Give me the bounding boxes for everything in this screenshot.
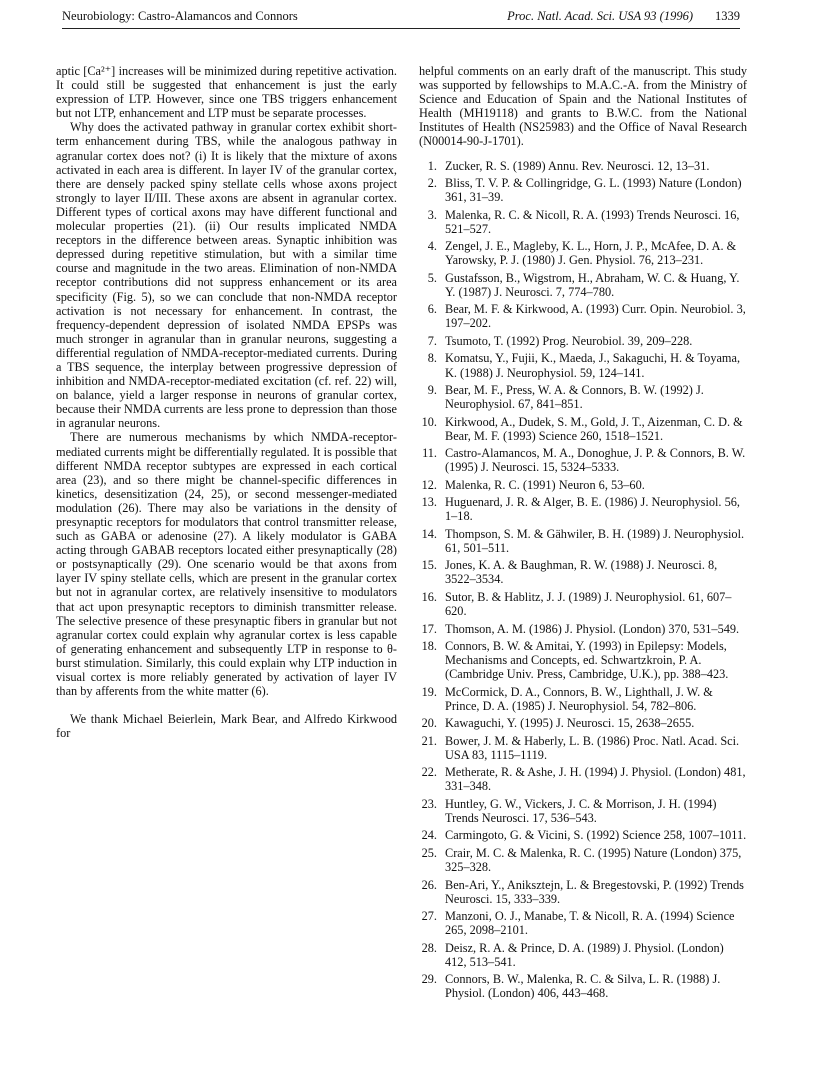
reference-item bbox=[419, 716, 747, 730]
reference-number: 21. bbox=[421, 733, 437, 748]
running-header-left: Neurobiology: Castro-Alamancos and Connors bbox=[62, 9, 298, 23]
reference-item bbox=[419, 909, 747, 937]
reference-item bbox=[419, 590, 747, 618]
reference-text: Bear, M. F., Press, W. A. & Connors, B. W. (1992) J. Neurophysiol. 67, 841–851. bbox=[445, 383, 704, 412]
reference-number: 20. bbox=[421, 716, 437, 731]
right-column bbox=[419, 64, 747, 1004]
reference-text: McCormick, D. A., Connors, B. W., Lighthall, J. W. & Prince, D. A. (1985) J. Neurophysiol. 54, 782–806. bbox=[445, 684, 713, 713]
reference-item bbox=[419, 734, 747, 762]
reference-number: 5. bbox=[427, 270, 437, 285]
running-header bbox=[62, 9, 740, 25]
reference-item bbox=[419, 639, 747, 681]
reference-number: 18. bbox=[421, 639, 437, 654]
reference-text: Carmingoto, G. & Vicini, S. (1992) Science 258, 1007–1011. bbox=[445, 828, 747, 843]
reference-number: 19. bbox=[421, 684, 437, 699]
reference-item bbox=[419, 176, 747, 204]
reference-text: Malenka, R. C. (1991) Neuron 6, 53–60. bbox=[445, 477, 645, 492]
reference-text: Manzoni, O. J., Manabe, T. & Nicoll, R. A. (1994) Science 265, 2098–2101. bbox=[445, 909, 735, 938]
reference-text: Komatsu, Y., Fujii, K., Maeda, J., Sakaguchi, H. & Toyama, K. (1988) J. Neurophysiol. 59, 124–141. bbox=[445, 351, 741, 380]
reference-number: 17. bbox=[421, 621, 437, 636]
reference-number: 1. bbox=[427, 158, 437, 173]
reference-item bbox=[419, 383, 747, 411]
header-rule bbox=[62, 28, 740, 29]
page-number: 1339 bbox=[715, 9, 740, 23]
reference-item bbox=[419, 239, 747, 267]
reference-item bbox=[419, 495, 747, 523]
reference-text: Sutor, B. & Hablitz, J. J. (1989) J. Neurophysiol. 61, 607–620. bbox=[445, 589, 732, 619]
reference-item bbox=[419, 972, 747, 1000]
reference-text: Deisz, R. A. & Prince, D. A. (1989) J. Physiol. (London) 412, 513–541. bbox=[445, 940, 724, 969]
reference-item bbox=[419, 351, 747, 379]
reference-number: 13. bbox=[421, 495, 437, 510]
reference-text: Kirkwood, A., Dudek, S. M., Gold, J. T., Aizenman, C. D. & Bear, M. F. (1993) Science 260, 1518–1521. bbox=[445, 414, 743, 443]
reference-text: Bliss, T. V. P. & Collingridge, G. L. (1993) Nature (London) 361, 31–39. bbox=[445, 176, 742, 205]
reference-number: 3. bbox=[427, 207, 437, 222]
reference-text: Gustafsson, B., Wigstrom, H., Abraham, W. C. & Huang, Y. Y. (1987) J. Neurosci. 7, 774–780. bbox=[445, 270, 740, 299]
reference-text: Metherate, R. & Ashe, J. H. (1994) J. Physiol. (London) 481, 331–348. bbox=[445, 765, 746, 794]
reference-text: Zucker, R. S. (1989) Annu. Rev. Neurosci. 12, 13–31. bbox=[445, 158, 710, 173]
left-column bbox=[56, 64, 397, 740]
reference-text: Tsumoto, T. (1992) Prog. Neurobiol. 39, 209–228. bbox=[445, 333, 693, 348]
reference-item bbox=[419, 208, 747, 236]
reference-number: 12. bbox=[421, 477, 437, 492]
reference-number: 15. bbox=[421, 558, 437, 573]
reference-text: Connors, B. W. & Amitai, Y. (1993) in Epilepsy: Models, Mechanisms and Concepts, ed. Schwartzkroin, P. A. (Cambridge Univ. Press, Cambridge, U.K.), pp. 388–423. bbox=[445, 639, 729, 682]
reference-item bbox=[419, 797, 747, 825]
reference-number: 6. bbox=[427, 302, 437, 317]
reference-item bbox=[419, 271, 747, 299]
reference-item bbox=[419, 765, 747, 793]
reference-item bbox=[419, 941, 747, 969]
reference-number: 28. bbox=[421, 940, 437, 955]
reference-number: 22. bbox=[421, 765, 437, 780]
reference-number: 9. bbox=[427, 383, 437, 397]
reference-number: 11. bbox=[422, 446, 437, 461]
reference-number: 8. bbox=[427, 351, 437, 366]
reference-item bbox=[419, 685, 747, 713]
running-header-right bbox=[507, 9, 740, 24]
reference-item bbox=[419, 478, 747, 492]
reference-number: 25. bbox=[421, 845, 437, 860]
reference-number: 4. bbox=[427, 239, 437, 254]
reference-item bbox=[419, 622, 747, 636]
reference-text: Jones, K. A. & Baughman, R. W. (1988) J. Neurosci. 8, 3522–3534. bbox=[445, 558, 718, 587]
reference-number: 27. bbox=[421, 909, 437, 924]
reference-text: Huguenard, J. R. & Alger, B. E. (1986) J. Neurophysiol. 56, 1–18. bbox=[445, 495, 740, 524]
reference-item bbox=[419, 527, 747, 555]
body-paragraph: There are numerous mechanisms by which NMDA-receptor-mediated currents might be differentially regulated. It is possible that different NMDA receptor subtypes are expressed in each cortical area (23), and so there might be channel-specific differences in kinetics, desensitization (24, 25), or second messenger-mediated modulation (26). There may also be variations in the density of presynaptic receptors for modulators that control transmitter release, such as GABA or adenosine (27). A likely modulator is GABA acting through GABAB receptors located either presynaptically (28) or postsynaptically (29). One scenario would be that axons from layer IV spiny stellate cells, which are present in the granular cortex but not in agranular cortex, are relatively insensitive to modulators that act upon presynaptic receptors to diminish transmitter release. The selective presence of these presynaptic fibers in granular but not agranular cortex could explain why agranular cortex is less capable of generating enhancement and subsequently LTP in response to θ-burst stimulation. Similarly, this could explain why LTP induction in visual cortex is more reliably generated by activation of layer IV than by afferents from the white matter (6). bbox=[56, 430, 397, 699]
reference-text: Bear, M. F. & Kirkwood, A. (1993) Curr. Opin. Neurobiol. 3, 197–202. bbox=[445, 302, 746, 331]
reference-item bbox=[419, 415, 747, 443]
reference-text: Connors, B. W., Malenka, R. C. & Silva, L. R. (1988) J. Physiol. (London) 406, 443–468. bbox=[445, 972, 721, 1001]
reference-item bbox=[419, 558, 747, 586]
reference-item bbox=[419, 446, 747, 474]
reference-number: 2. bbox=[427, 176, 437, 191]
reference-number: 7. bbox=[427, 333, 437, 348]
reference-number: 16. bbox=[421, 589, 437, 604]
reference-text: Huntley, G. W., Vickers, J. C. & Morrison, J. H. (1994) Trends Neurosci. 17, 536–543. bbox=[445, 796, 717, 825]
reference-text: Crair, M. C. & Malenka, R. C. (1995) Nature (London) 375, 325–328. bbox=[445, 845, 742, 875]
reference-item bbox=[419, 878, 747, 906]
reference-number: 23. bbox=[421, 796, 437, 811]
reference-item bbox=[419, 302, 747, 330]
reference-text: Zengel, J. E., Magleby, K. L., Horn, J. P., McAfee, D. A. & Yarowsky, P. J. (1980) J. Gen. Physiol. 76, 213–231. bbox=[445, 239, 737, 268]
reference-text: Ben-Ari, Y., Aniksztejn, L. & Bregestovski, P. (1992) Trends Neurosci. 15, 333–339. bbox=[445, 877, 744, 906]
reference-number: 24. bbox=[421, 828, 437, 843]
reference-number: 29. bbox=[421, 972, 437, 987]
reference-item bbox=[419, 334, 747, 348]
reference-item bbox=[419, 846, 747, 874]
reference-text: Bower, J. M. & Haberly, L. B. (1986) Proc. Natl. Acad. Sci. USA 83, 1115–1119. bbox=[445, 733, 740, 762]
reference-text: Malenka, R. C. & Nicoll, R. A. (1993) Trends Neurosci. 16, 521–527. bbox=[445, 207, 740, 236]
reference-number: 14. bbox=[421, 526, 437, 541]
body-paragraph: aptic [Ca²⁺] increases will be minimized during repetitive activation. It could still be suggested that enhancement is just the early expression of LTP. However, since one TBS triggers enhancement but not LTP, enhancement and LTP must be separate processes. bbox=[56, 64, 397, 121]
reference-item bbox=[419, 828, 747, 842]
reference-item bbox=[419, 159, 747, 173]
reference-text: Thomson, A. M. (1986) J. Physiol. (London) 370, 531–549. bbox=[445, 621, 740, 636]
reference-text: Kawaguchi, Y. (1995) J. Neurosci. 15, 2638–2655. bbox=[445, 716, 695, 731]
journal-citation: Proc. Natl. Acad. Sci. USA 93 (1996) bbox=[507, 9, 693, 23]
body-paragraph: Why does the activated pathway in granular cortex exhibit short-term enhancement during TBS, while the analogous pathway in agranular cortex does not? (i) It is likely that the mixture of axons activated in each area is different. In layer IV of the granular cortex, there are densely packed spiny stellate cells whose axons project strongly to layer II/III. These axons are absent in agranular cortex. Different types of cortical axons may have different functional and molecular properties (21). (ii) Our results implicated NMDA receptors in the difference between areas. Synaptic inhibition was depressed during repetitive stimulation, but with a similar time course and magnitude in the two areas. Elimination of non-NMDA receptor contributions did not suppress enhancement or its area specificity (Fig. 5), so we can conclude that non-NMDA receptor activation is not necessary for enhancement. In contrast, the frequency-dependent depression of isolated NMDA EPSPs was much stronger in agranular than in granular neurons, suggesting a differential regulation of NMDA-receptor-mediated currents. During a TBS sequence, the interplay between progressive depression of inhibition and NMDA-receptor-mediated excitation (cf. ref. 22) will, on balance, yield a larger response in neurons of granular cortex, because their NMDA currents are less prone to depression than those in agranular neurons. bbox=[56, 120, 397, 431]
acknowledgment-end: helpful comments on an early draft of the manuscript. This study was supported by fellowships to M.A.C.-A. from the Ministry of Science and Education of Spain and the National Institutes of Health (MH19118) and grants to B.W.C. from the National Institutes of Health (NS25983) and the Office of Naval Research (N00014-90-J-1701). bbox=[419, 64, 747, 149]
reference-number: 10. bbox=[421, 414, 437, 429]
reference-number: 26. bbox=[421, 877, 437, 892]
reference-text: Castro-Alamancos, M. A., Donoghue, J. P. & Connors, B. W. (1995) J. Neurosci. 15, 5324–5333. bbox=[445, 446, 746, 475]
reference-text: Thompson, S. M. & Gähwiler, B. H. (1989) J. Neurophysiol. 61, 501–511. bbox=[445, 526, 745, 555]
reference-list bbox=[419, 159, 747, 1001]
acknowledgment-start: We thank Michael Beierlein, Mark Bear, and Alfredo Kirkwood for bbox=[56, 712, 397, 741]
